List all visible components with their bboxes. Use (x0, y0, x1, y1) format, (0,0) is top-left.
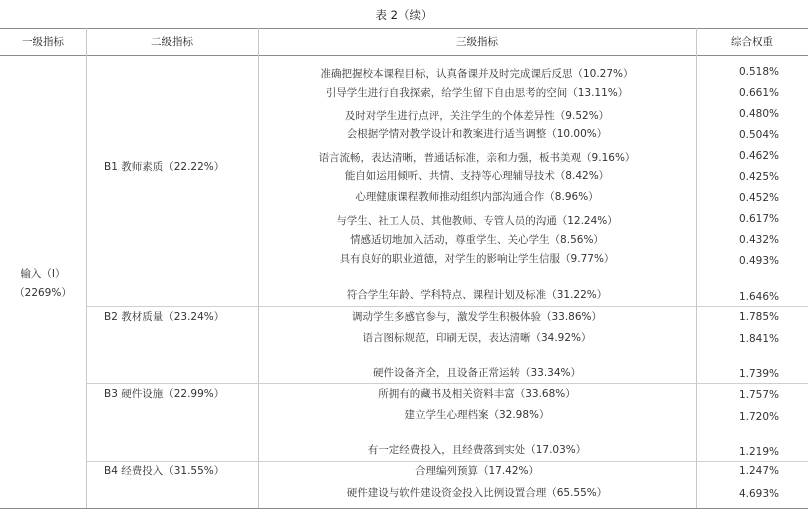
indicator: 调动学生多感官参与，激发学生积极体验（33.86%） (351, 311, 603, 323)
group-divider (86, 461, 808, 462)
indicator: 硬件建设与软件建设资金投入比例设置合理（65.55%） (346, 487, 608, 499)
indicator: 有一定经费投入，且经费落到实处（17.03%） (367, 444, 587, 456)
header-level1: 一级指标 (22, 36, 64, 48)
weight: 0.661% (738, 87, 780, 99)
top-rule (0, 28, 808, 29)
bottom-rule (0, 508, 808, 509)
level1-weight: （2269%） (14, 287, 72, 299)
weight: 1.720% (738, 411, 780, 423)
weight: 0.462% (738, 150, 780, 162)
indicator: 硬件设备齐全，且设备正常运转（33.34%） (372, 367, 582, 379)
indicator: 符合学生年龄、学科特点、课程计划及标准（31.22%） (346, 289, 608, 301)
header-weight: 综合权重 (731, 36, 773, 48)
weight: 0.425% (738, 171, 780, 183)
group-divider (86, 306, 808, 307)
indicator: 建立学生心理档案（32.98%） (404, 409, 550, 421)
column-divider (86, 28, 87, 508)
weight: 1.646% (738, 291, 780, 303)
header-level2: 二级指标 (151, 36, 193, 48)
indicator: 具有良好的职业道德，对学生的影响让学生信服（9.77%） (339, 253, 615, 265)
weight: 4.693% (738, 488, 780, 500)
column-divider (258, 28, 259, 508)
indicator: 合理编列预算（17.42%） (414, 465, 540, 477)
indicator: 情感适切地加入活动，尊重学生、关心学生（8.56%） (350, 234, 604, 246)
indicator: 心理健康课程教师推动组织内部沟通合作（8.96%） (355, 191, 599, 203)
column-divider (696, 28, 697, 508)
indicator: 与学生、社工人员、其他教师、专管人员的沟通（12.24%） (336, 215, 618, 227)
weight: 1.739% (738, 368, 780, 380)
weight: 0.518% (738, 66, 780, 78)
level2-b3: B3 硬件设施（22.99%） (104, 388, 225, 400)
indicator: 能自如运用倾听、共情、支持等心理辅导技术（8.42%） (344, 170, 610, 182)
indicator: 所拥有的藏书及相关资料丰富（33.68%） (378, 388, 576, 400)
level1-name: 输入（I） (20, 268, 66, 280)
indicator: 准确把握校本课程目标，认真备课并及时完成课后反思（10.27%） (320, 68, 634, 80)
header-rule (0, 55, 808, 56)
weight: 1.757% (738, 389, 780, 401)
indicator: 引导学生进行自我探索，给学生留下自由思考的空间（13.11%） (325, 87, 629, 99)
indicator: 语言图标规范，印刷无误，表达清晰（34.92%） (362, 332, 592, 344)
weight: 0.452% (738, 192, 780, 204)
indicator: 语言流畅，表达清晰，普通话标准，亲和力强，板书美观（9.16%） (318, 152, 636, 164)
group-divider (86, 383, 808, 384)
weight: 0.480% (738, 108, 780, 120)
weight: 1.247% (738, 465, 780, 477)
weight: 0.617% (738, 213, 780, 225)
header-level3: 三级指标 (456, 36, 498, 48)
level2-b2: B2 教材质量（23.24%） (104, 311, 225, 323)
weight: 0.432% (738, 234, 780, 246)
weight: 1.785% (738, 311, 780, 323)
weight: 0.493% (738, 255, 780, 267)
weight: 0.504% (738, 129, 780, 141)
table-caption: 表 2（续） (375, 8, 433, 22)
level2-b1: B1 教师素质（22.22%） (104, 161, 225, 173)
weight: 1.841% (738, 333, 780, 345)
indicator: 及时对学生进行点评，关注学生的个体差异性（9.52%） (344, 110, 610, 122)
level2-b4: B4 经费投入（31.55%） (104, 465, 225, 477)
weight: 1.219% (738, 446, 780, 458)
indicator: 会根据学情对教学设计和教案进行适当调整（10.00%） (346, 128, 608, 140)
